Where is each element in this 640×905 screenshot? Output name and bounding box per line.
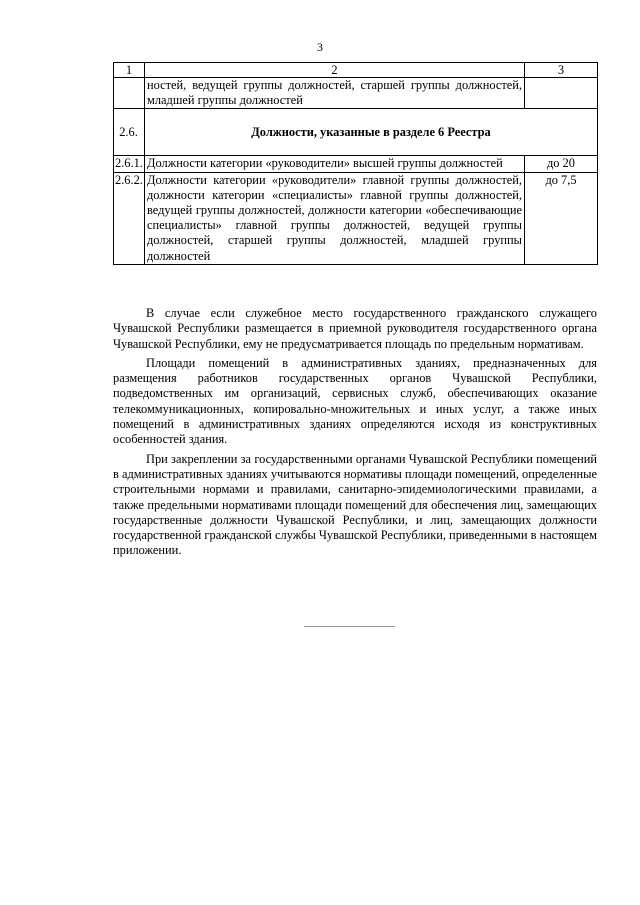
continuation-number-cell [114, 78, 145, 109]
section-number: 2.6. [114, 109, 145, 156]
row-value: до 20 [525, 156, 598, 172]
table-header-row [114, 63, 598, 78]
table-row-continuation [114, 78, 598, 109]
section-row [114, 109, 598, 156]
section-title: Должности, указанные в разделе 6 Реестра [145, 109, 598, 156]
continuation-text-cell: ностей, ведущей группы должностей, старшей группы должностей, младшей группы должностей [145, 78, 525, 109]
paragraph: При закреплении за государственными органами Чувашской Республики помещений в административных зданиях учитываются нормативы площади помещений, определенные строительными нормами и правилами, санитарно-эпидемиологическими правилами, а также предельными нормативами площади помещений для обеспечения лиц, замещающих государственные должности Чувашской Республики, и лиц, замещающих должности государственной гражданской службы Чувашской Республики, приведенными в настоящем приложении. [113, 451, 597, 558]
end-divider [304, 626, 395, 627]
row-description: Должности категории «руководители» главной группы должностей, должности категории «специалисты» главной группы должностей, ведущей группы должностей, должности категории «обеспечивающие специалисты» главной группы должностей, ведущей группы должностей, старшей группы должностей, младшей группы должностей [145, 172, 525, 264]
row-value: до 7,5 [525, 172, 598, 264]
paragraph: Площади помещений в административных зданиях, предназначенных для размещения работников государственных органов Чувашской Республики, подведомственных им организаций, сервисных служб, обеспечивающих оказание телекоммуникационных, копировально-множительных и иных услуг, а также иных помещений в административных зданиях определяются исходя из конструктивных особенностей здания. [113, 355, 597, 447]
column-header-3: 3 [525, 63, 598, 78]
document-body [113, 306, 597, 563]
table-row [114, 172, 598, 264]
norms-table [113, 62, 598, 265]
row-number: 2.6.2. [114, 172, 145, 264]
continuation-value-cell [525, 78, 598, 109]
column-header-2: 2 [145, 63, 525, 78]
row-number: 2.6.1. [115, 156, 143, 171]
column-header-1: 1 [114, 63, 145, 78]
table-row [114, 156, 598, 172]
paragraph: В случае если служебное место государственного гражданского служащего Чувашской Республики размещается в приемной руководителя государственного органа Чувашской Республики, ему не предусматривается площадь по предельным нормативам. [113, 306, 597, 351]
page-number: 3 [317, 40, 323, 54]
row-description: Должности категории «руководители» высшей группы должностей [145, 156, 525, 172]
